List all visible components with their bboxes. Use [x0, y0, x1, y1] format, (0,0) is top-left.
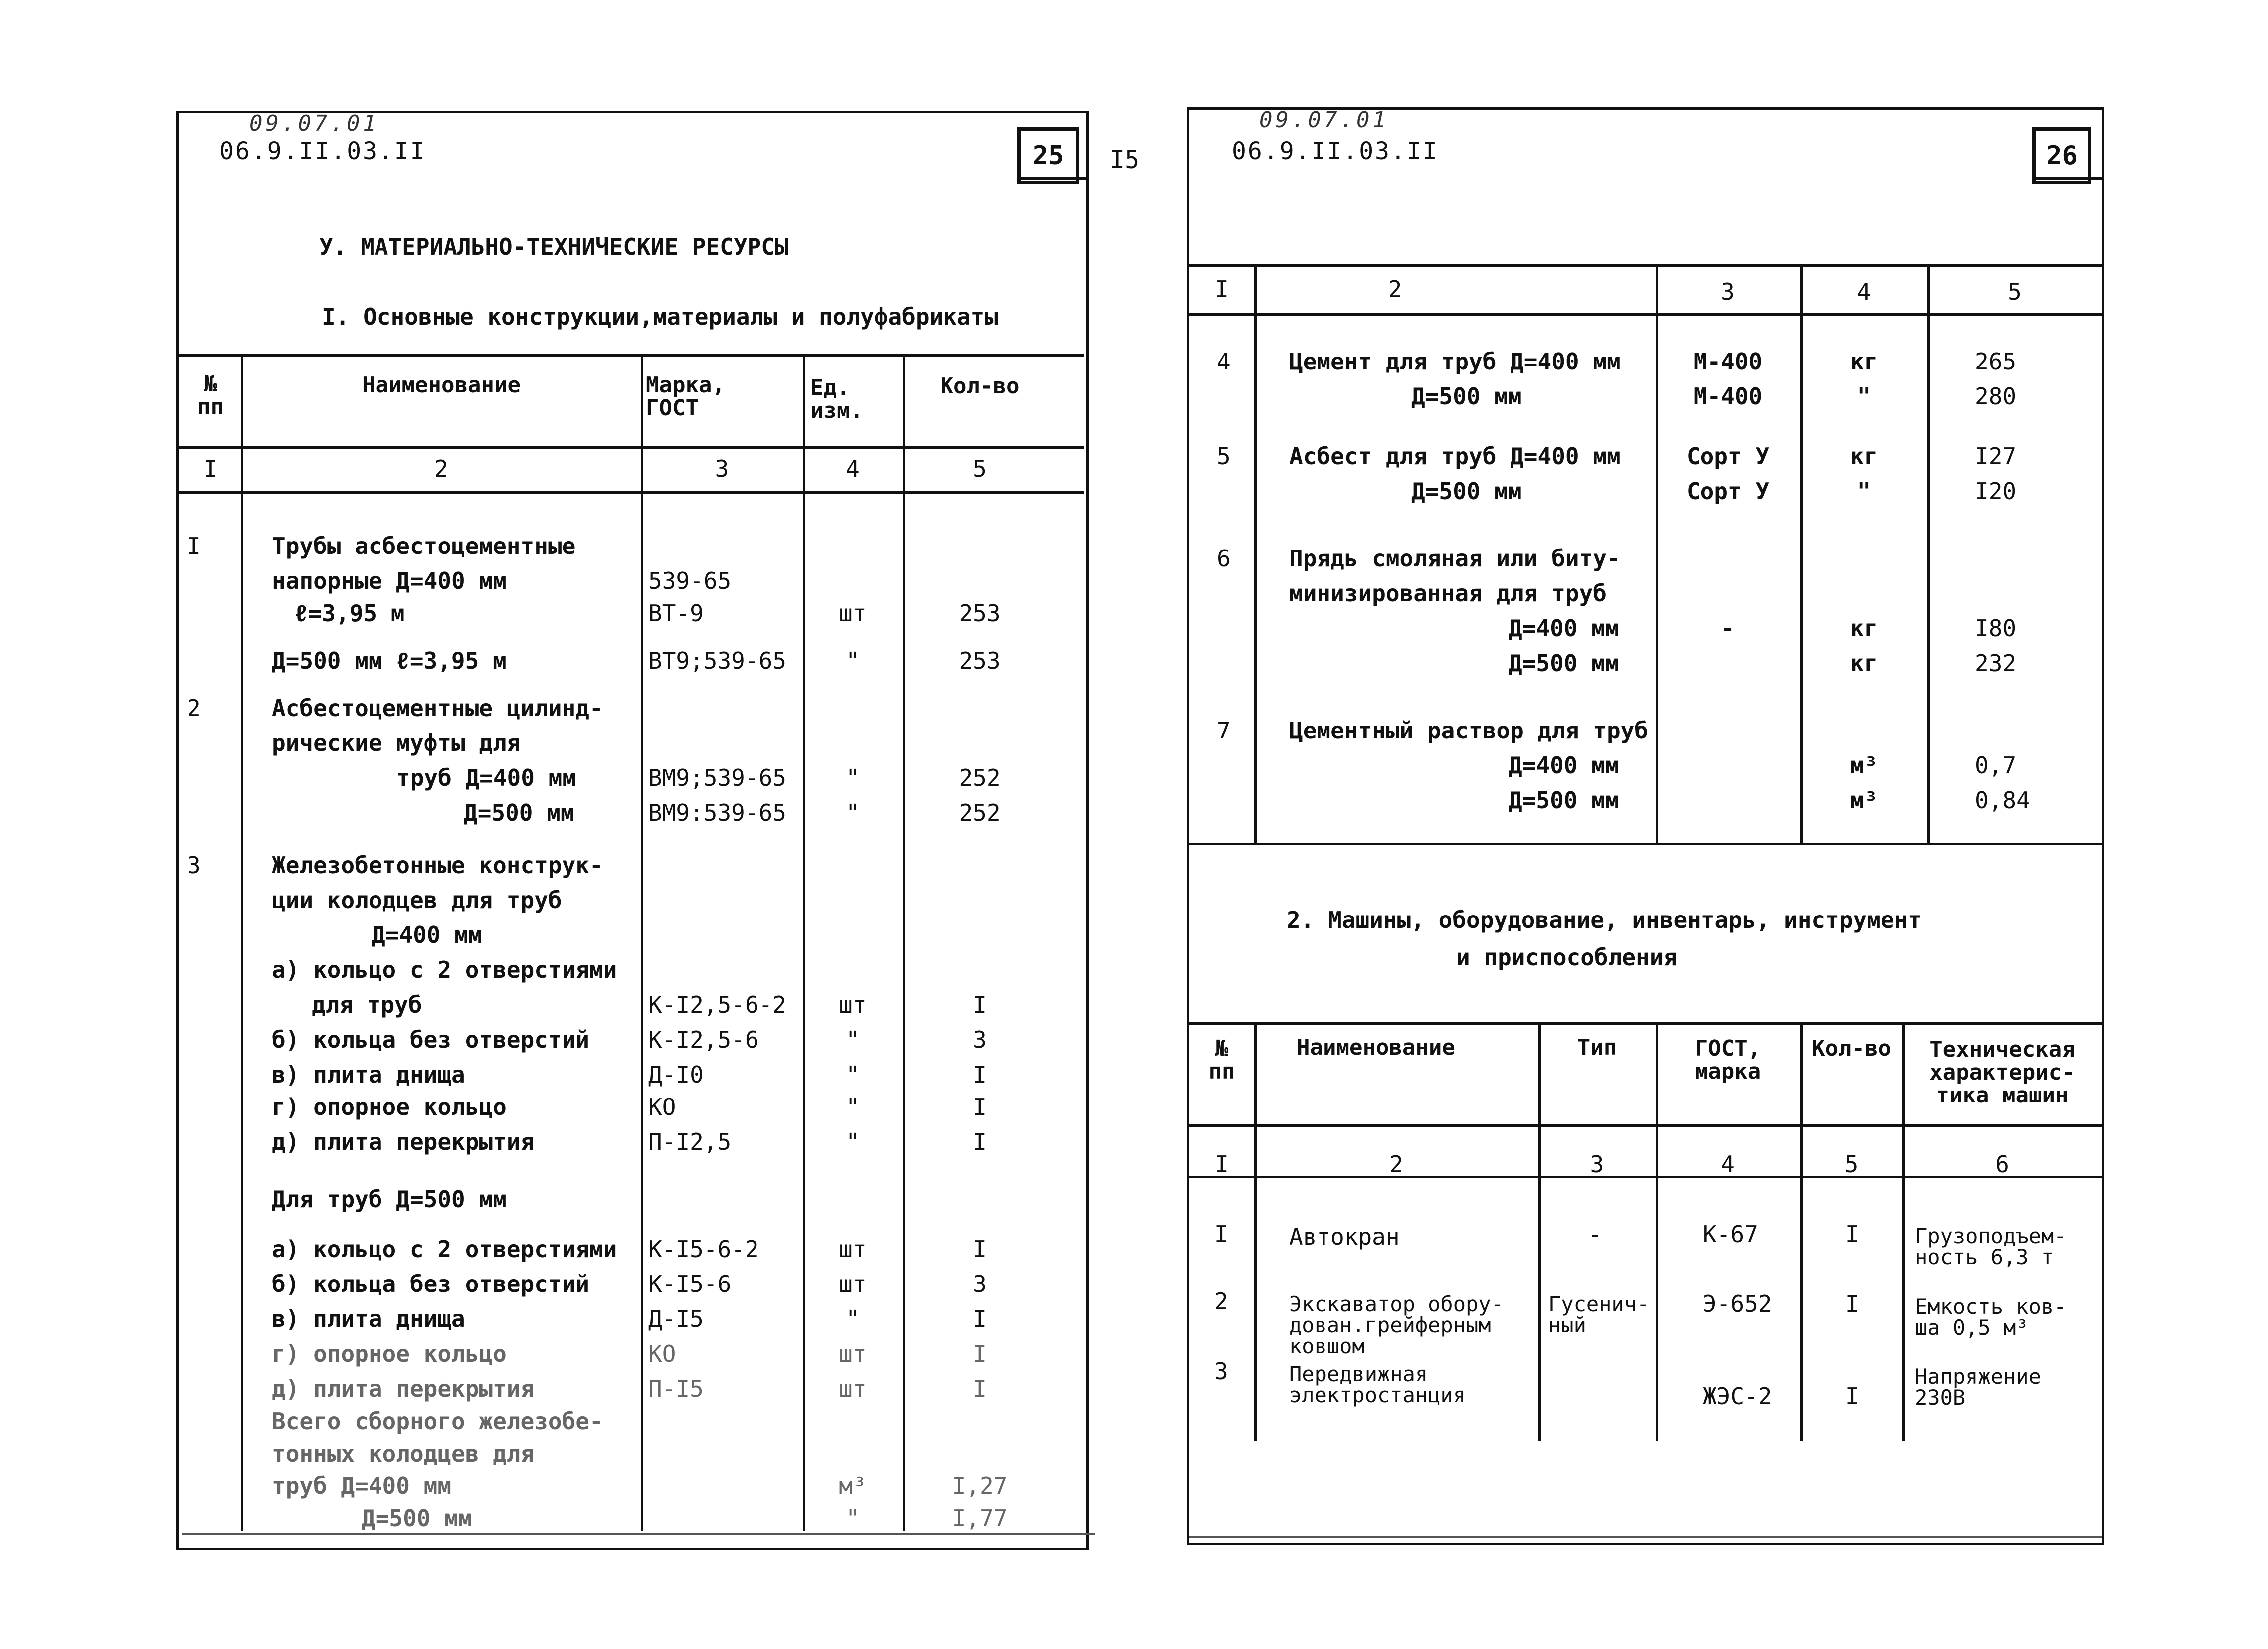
right2-header-type: Тип	[1577, 1035, 1617, 1060]
right-row-unit: кг	[1850, 443, 1878, 470]
left-row-unit: шт	[839, 1340, 867, 1367]
right-row-unit: кг	[1850, 650, 1878, 677]
left-row-name: Д=500 мм ℓ=3,95 м	[272, 647, 507, 674]
right2-row2-name: Экскаватор обору- дован.грейферным ковшом	[1289, 1292, 1504, 1358]
left-row-qty: I,77	[952, 1505, 1008, 1532]
right2-row1-num: I	[1214, 1221, 1228, 1248]
left-header-bottom	[179, 446, 1084, 449]
left-header-num: № пп	[197, 371, 224, 420]
right2-row3-num: 3	[1214, 1358, 1228, 1385]
left-row-name: Асбестоцементные цилинд-	[272, 695, 603, 722]
right-row-unit: м³	[1850, 752, 1878, 779]
right-row-unit: кг	[1850, 615, 1878, 642]
left-row-mark: 539-65	[648, 567, 732, 594]
right2-header-num: № пп	[1208, 1036, 1235, 1084]
left-table-bottom	[182, 1533, 1095, 1535]
left-row-qty: I	[973, 1094, 987, 1120]
left-row-name: г) опорное кольцо	[272, 1340, 507, 1367]
right-col-divider-4	[1927, 264, 1930, 843]
right2-row1-qty: I	[1845, 1221, 1859, 1248]
right-row-mark: Сорт У	[1686, 478, 1770, 505]
right-colnum-1: I	[1215, 276, 1229, 303]
right2-colnum-5: 5	[1844, 1151, 1859, 1178]
left-row-name: б) кольца без отверстий	[272, 1026, 589, 1053]
right-row-name: Д=500 мм	[1411, 478, 1522, 505]
left-row-unit: шт	[839, 1271, 867, 1297]
right-row-unit: "	[1857, 383, 1871, 410]
right-table-top	[1189, 264, 2102, 267]
right2-colnum-3: 3	[1590, 1151, 1604, 1178]
left-row-name: а) кольцо с 2 отверстиями	[272, 956, 617, 983]
left-row-mark: ВМ9;539-65	[648, 764, 786, 791]
left-row-qty: 3	[973, 1271, 987, 1297]
left-row-name: Трубы асбестоцементные	[272, 533, 576, 559]
left-colnums-bottom	[179, 491, 1084, 494]
right-row-mark: М-400	[1693, 383, 1763, 410]
left-row-mark: КО	[648, 1340, 676, 1367]
right2-row2-qty: I	[1845, 1290, 1859, 1317]
right-colnums-bottom	[1189, 313, 2102, 316]
left-row-unit: шт	[839, 600, 867, 627]
right2-row1-gost: К-67	[1703, 1221, 1758, 1248]
left-row-name: а) кольцо с 2 отверстиями	[272, 1236, 617, 1263]
left-row-name: б) кольца без отверстий	[272, 1271, 589, 1297]
left-row-mark: ВМ9:539-65	[648, 799, 786, 826]
right2-row3-name: Передвижная электростанция	[1289, 1362, 1466, 1407]
left-row-mark: ВТ-9	[648, 600, 704, 627]
left-row-name: д) плита перекрытия	[272, 1128, 535, 1155]
left-header-qty: Кол-во	[940, 373, 1020, 399]
right-colnum-3: 3	[1721, 278, 1735, 305]
left-row-qty: 253	[959, 600, 1001, 627]
right-row-qty: I80	[1975, 615, 2017, 642]
left-row-qty: I,27	[952, 1472, 1008, 1499]
left-row-mark: К-I2,5-6	[648, 1026, 759, 1053]
right-table2-header-bottom	[1189, 1124, 2102, 1127]
right-row-name: Д=500 мм	[1509, 787, 1619, 814]
right-row-name: Прядь смоляная или биту-	[1289, 545, 1621, 572]
left-row-unit: шт	[839, 1375, 867, 1402]
right-table2-divider-3	[1656, 1022, 1658, 1441]
left-row-number: I	[187, 533, 201, 559]
left-row-unit: "	[846, 799, 860, 826]
right-row-unit: "	[1857, 478, 1871, 505]
left-row-unit: "	[846, 1094, 860, 1120]
right-handwritten-code: 09.07.01	[1259, 107, 1389, 133]
left-row-unit: шт	[839, 1236, 867, 1263]
left-row-qty: I	[973, 1340, 987, 1367]
left-col-divider-2	[641, 354, 643, 1531]
left-row-mark: ВТ9;539-65	[648, 647, 786, 674]
right2-row2-char: Емкость ков- ша 0,5 м³	[1915, 1294, 2067, 1340]
left-row-qty: I	[973, 1375, 987, 1402]
left-col-divider-1	[241, 354, 243, 1531]
left-row-name: в) плита днища	[272, 1061, 465, 1088]
left-row-mark: К-I2,5-6-2	[648, 991, 786, 1018]
left-row-number: 3	[187, 852, 201, 879]
left-row-mark: Д-I5	[648, 1305, 704, 1332]
right-row-name: Д=400 мм	[1509, 615, 1619, 642]
left-row-unit: "	[846, 647, 860, 674]
right2-colnum-4: 4	[1721, 1151, 1735, 1178]
left-row-qty: I	[973, 1236, 987, 1263]
right-row-name: минизированная для труб	[1289, 580, 1607, 607]
right2-row1-name: Автокран	[1289, 1223, 1400, 1250]
left-row-qty: 252	[959, 764, 1001, 791]
left-row-name: г) опорное кольцо	[272, 1094, 507, 1120]
left-row-name: Для труб Д=500 мм	[272, 1186, 507, 1213]
left-document-code: 06.9.II.03.II	[219, 137, 426, 165]
right2-row1-char: Грузоподъем- ность 6,3 т	[1915, 1224, 2067, 1269]
left-header-name: Наименование	[362, 372, 521, 398]
right-row-number: 5	[1217, 443, 1231, 470]
right-page-number: 26	[2032, 127, 2091, 184]
right-col-divider-1	[1254, 264, 1257, 843]
left-row-mark: К-I5-6-2	[648, 1236, 759, 1263]
right-row-mark: Сорт У	[1686, 443, 1770, 470]
left-row-name: тонных колодцев для	[272, 1440, 535, 1467]
left-colnum-2: 2	[434, 455, 448, 482]
left-row-qty: I	[973, 991, 987, 1018]
right-page-bottom-rule	[1189, 1536, 2102, 1538]
left-row-name: Д=500 мм	[362, 1505, 472, 1532]
left-row-mark: К-I5-6	[648, 1271, 732, 1297]
left-row-qty: 253	[959, 647, 1001, 674]
left-row-name: Д=500 мм	[464, 799, 574, 826]
left-row-qty: I	[973, 1061, 987, 1088]
left-row-mark: П-I2,5	[648, 1128, 732, 1155]
right-row-number: 7	[1217, 717, 1231, 744]
left-page-number: 25	[1017, 127, 1079, 184]
left-row-qty: I	[973, 1128, 987, 1155]
right2-row1-type: -	[1588, 1221, 1602, 1248]
left-row-mark: П-I5	[648, 1375, 704, 1402]
left-row-name: напорные Д=400 мм	[272, 567, 507, 594]
left-row-name: рические муфты для	[272, 730, 521, 756]
right-row-mark: М-400	[1693, 348, 1763, 375]
right2-header-qty: Кол-во	[1812, 1036, 1891, 1061]
right2-row3-char: Напряжение 230В	[1915, 1364, 2041, 1410]
right-row-unit: кг	[1850, 348, 1878, 375]
left-row-name: Всего сборного железобе-	[272, 1408, 603, 1435]
left-row-unit: "	[846, 764, 860, 791]
right-row-name: Асбест для труб Д=400 мм	[1289, 443, 1621, 470]
right-section2-title-1: 2. Машины, оборудование, инвентарь, инструмент	[1287, 907, 1922, 933]
left-row-unit: м³	[839, 1472, 867, 1499]
right-row-qty: 265	[1975, 348, 2017, 375]
right-section2-title-2: и приспособления	[1456, 944, 1678, 971]
right-row-name: Д=500 мм	[1411, 383, 1522, 410]
left-row-qty: 3	[973, 1026, 987, 1053]
right-row-qty: I27	[1975, 443, 2017, 470]
left-colnum-5: 5	[973, 455, 987, 482]
left-row-name: в) плита днища	[272, 1305, 465, 1332]
right-document-code: 06.9.II.03.II	[1232, 137, 1439, 165]
left-row-number: 2	[187, 695, 201, 722]
right-row-name: Цементный раствор для труб	[1289, 717, 1649, 744]
right-row-name: Д=500 мм	[1509, 650, 1619, 677]
right2-header-gost: ГОСТ, марка	[1695, 1036, 1761, 1084]
right2-row3-qty: I	[1845, 1383, 1859, 1410]
left-row-name: для труб	[312, 991, 422, 1018]
left-row-name: д) плита перекрытия	[272, 1375, 535, 1402]
left-row-name: Железобетонные конструк-	[272, 852, 603, 879]
left-handwritten-code: 09.07.01	[249, 111, 379, 136]
right-row-unit: м³	[1850, 787, 1878, 814]
center-page-number: I5	[1110, 145, 1140, 174]
right-colnum-4: 4	[1857, 278, 1871, 305]
right-table-bottom	[1189, 843, 2102, 845]
left-row-name: ℓ=3,95 м	[294, 600, 405, 627]
left-row-mark: Д-I0	[648, 1061, 704, 1088]
left-header-mark: Марка, ГОСТ	[646, 372, 725, 421]
left-subsection-title: I. Основные конструкции,материалы и полуфабрикаты	[322, 303, 999, 330]
left-row-unit: шт	[839, 991, 867, 1018]
left-colnum-4: 4	[846, 455, 860, 482]
left-row-unit: "	[846, 1026, 860, 1053]
left-row-unit: "	[846, 1128, 860, 1155]
right2-row3-gost: ЖЭС-2	[1703, 1383, 1772, 1410]
right-row-qty: 0,84	[1975, 787, 2030, 814]
right2-header-name: Наименование	[1297, 1035, 1455, 1060]
left-section-title: У. МАТЕРИАЛЬНО-ТЕХНИЧЕСКИЕ РЕСУРСЫ	[319, 233, 789, 260]
left-colnum-1: I	[203, 455, 218, 482]
right-colnum-5: 5	[2008, 278, 2022, 305]
right-table2-top	[1189, 1022, 2102, 1025]
right-row-qty: I20	[1975, 478, 2017, 505]
right-table2-divider-4	[1800, 1022, 1803, 1441]
left-top-rule	[1017, 177, 1086, 180]
right-row-mark: -	[1721, 615, 1735, 642]
right2-row2-type: Гусенич- ный	[1548, 1292, 1650, 1337]
left-row-qty: I	[973, 1305, 987, 1332]
right2-colnum-6: 6	[1995, 1151, 2009, 1178]
left-row-name: труб Д=400 мм	[396, 764, 576, 791]
left-row-name: Д=400 мм	[372, 921, 482, 948]
right-row-name: Д=400 мм	[1509, 752, 1619, 779]
right-row-name: Цемент для труб Д=400 мм	[1289, 348, 1621, 375]
right-row-number: 4	[1217, 348, 1231, 375]
left-row-mark: КО	[648, 1094, 676, 1120]
right-row-qty: 280	[1975, 383, 2017, 410]
left-row-name: ции колодцев для труб	[272, 887, 562, 914]
right-row-qty: 232	[1975, 650, 2017, 677]
right-table2-divider-2	[1538, 1022, 1541, 1441]
left-row-unit: "	[846, 1305, 860, 1332]
right-row-number: 6	[1217, 545, 1231, 572]
left-row-qty: 252	[959, 799, 1001, 826]
left-row-unit: "	[846, 1061, 860, 1088]
right2-colnum-1: I	[1215, 1151, 1229, 1178]
right2-colnum-2: 2	[1389, 1151, 1403, 1178]
left-table-top	[179, 354, 1084, 357]
left-row-unit: "	[846, 1505, 860, 1532]
right2-row2-gost: Э-652	[1703, 1290, 1772, 1317]
right-top-rule	[2032, 177, 2102, 180]
right2-row2-num: 2	[1214, 1288, 1228, 1315]
right2-header-char: Техническая характерис- тика машин	[1929, 1037, 2075, 1108]
right-colnum-2: 2	[1388, 276, 1402, 303]
right-row-qty: 0,7	[1975, 752, 2017, 779]
right-table2-divider-1	[1254, 1022, 1257, 1441]
left-row-name: труб Д=400 мм	[272, 1472, 452, 1499]
left-header-unit: Ед. изм.	[810, 375, 863, 423]
left-colnum-3: 3	[715, 455, 729, 482]
